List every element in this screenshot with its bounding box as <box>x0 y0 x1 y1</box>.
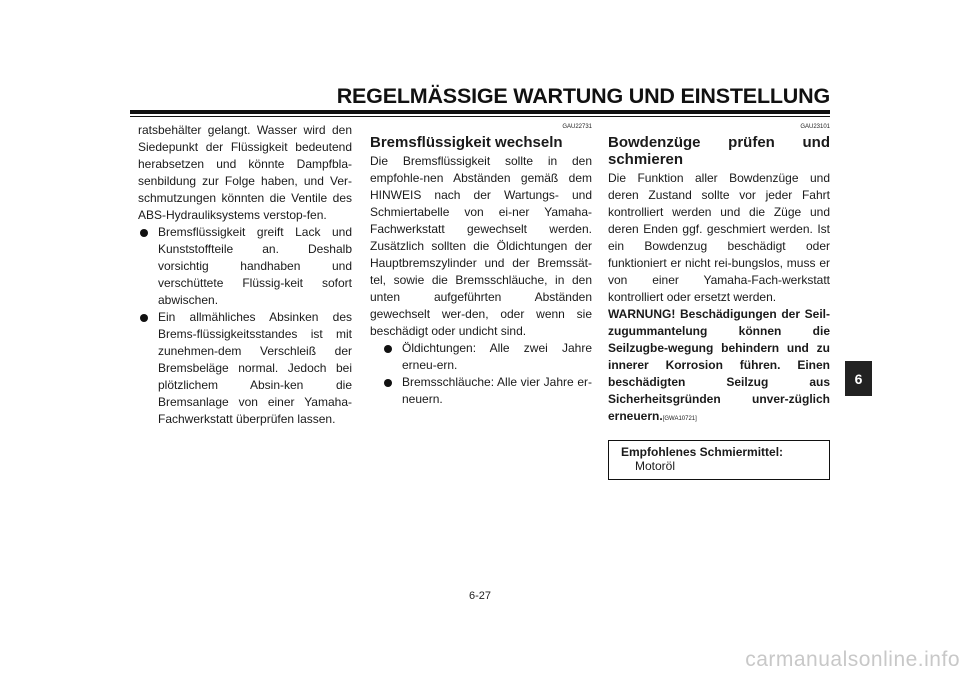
bullet-dot-icon <box>384 379 392 387</box>
section-heading-brake-fluid: Bremsflüssigkeit wechseln <box>370 134 563 151</box>
warning-paragraph <box>608 306 830 428</box>
section-heading-cables: Bowdenzüge prüfen und schmieren <box>608 134 830 168</box>
page-header-title: REGELMÄSSIGE WARTUNG UND EINSTELLUNG <box>336 84 830 108</box>
bullet-text: Ein allmähliches Absinken des Brems-flüssigkeitsstandes ist mit zunehmen-dem Verschleiß der Bremsbeläge normal. Jedoch bei plötzlichem Absin-ken die Bremsanlage von einer Yamaha-Fachwerkstatt überprüfen lassen. <box>158 310 352 426</box>
bullet-item <box>138 224 352 309</box>
section-body: Die Bremsflüssigkeit sollte in den empfohle-nen Abständen gemäß dem HINWEIS nach der Wartungs- und Schmiertabelle von ei-ner Yamaha-Fachwerkstatt gewechselt werden. Zusätzlich sollten die Öldichtungen der Hauptbremszylinder und der Bremssät-tel, sowie die Bremsschläuche, in den unten aufgeführten Abständen gewechselt wer-den, oder wenn sie beschädigt oder undicht sind. <box>370 154 592 338</box>
bullet-item <box>138 309 352 428</box>
bullet-dot-icon <box>140 314 148 322</box>
column-1-lead-paragraph: ratsbehälter gelangt. Wasser wird den Siedepunkt der Flüssigkeit bedeutend herabsetzen und könnte Dampfbla-senbildung zur Folge haben, und Ver-schmutzungen könnten die Ventile des ABS-Hydrauliksystems verstop-fen. <box>138 123 352 222</box>
bullet-text: Bremsschläuche: Alle vier Jahre er-neuern. <box>402 375 592 406</box>
column-2 <box>370 122 592 408</box>
watermark: carmanualsonline.info <box>745 648 960 671</box>
section-code: GAU22731 <box>562 124 592 130</box>
warning-text: WARNUNG! Beschädigungen der Seil-zugummantelung können die Seilzugbe-wegung behindern und zu innerer Korrosion führen. Einen beschädigten Seilzug aus Sicherheitsgründen unver-züglich erneuern. <box>608 307 830 423</box>
section-code: GAU23101 <box>800 124 830 130</box>
bullet-dot-icon <box>384 345 392 353</box>
lubricant-value: Motoröl <box>635 459 676 473</box>
warning-code: [GWA10721] <box>662 416 697 422</box>
column-1 <box>138 122 352 428</box>
bullet-dot-icon <box>140 229 148 237</box>
bullet-text: Öldichtungen: Alle zwei Jahre erneu-ern. <box>402 341 592 372</box>
section-body: Die Funktion aller Bowdenzüge und deren Zustand sollte vor jeder Fahrt kontrolliert werden und die Züge und deren Enden ggf. geschmiert werden. Ist ein Bowdenzug beschädigt oder funktioniert er nicht rei-bungslos, muss er von einer Yamaha-Fach-werkstatt kontrolliert oder ersetzt werden. <box>608 171 830 304</box>
header-rule <box>130 110 830 114</box>
lubricant-box <box>608 440 830 480</box>
column-3 <box>608 122 830 480</box>
bullet-item <box>382 340 592 374</box>
header-rule-thin <box>130 116 830 117</box>
chapter-tab: 6 <box>845 361 872 396</box>
page-number: 6-27 <box>468 590 492 602</box>
lubricant-label: Empfohlenes Schmiermittel: <box>621 445 784 459</box>
bullet-text: Bremsflüssigkeit greift Lack und Kunststoffteile an. Deshalb vorsichtig handhaben und verschüttete Flüssig-keit sofort abwischen. <box>158 225 352 307</box>
bullet-item <box>382 374 592 408</box>
